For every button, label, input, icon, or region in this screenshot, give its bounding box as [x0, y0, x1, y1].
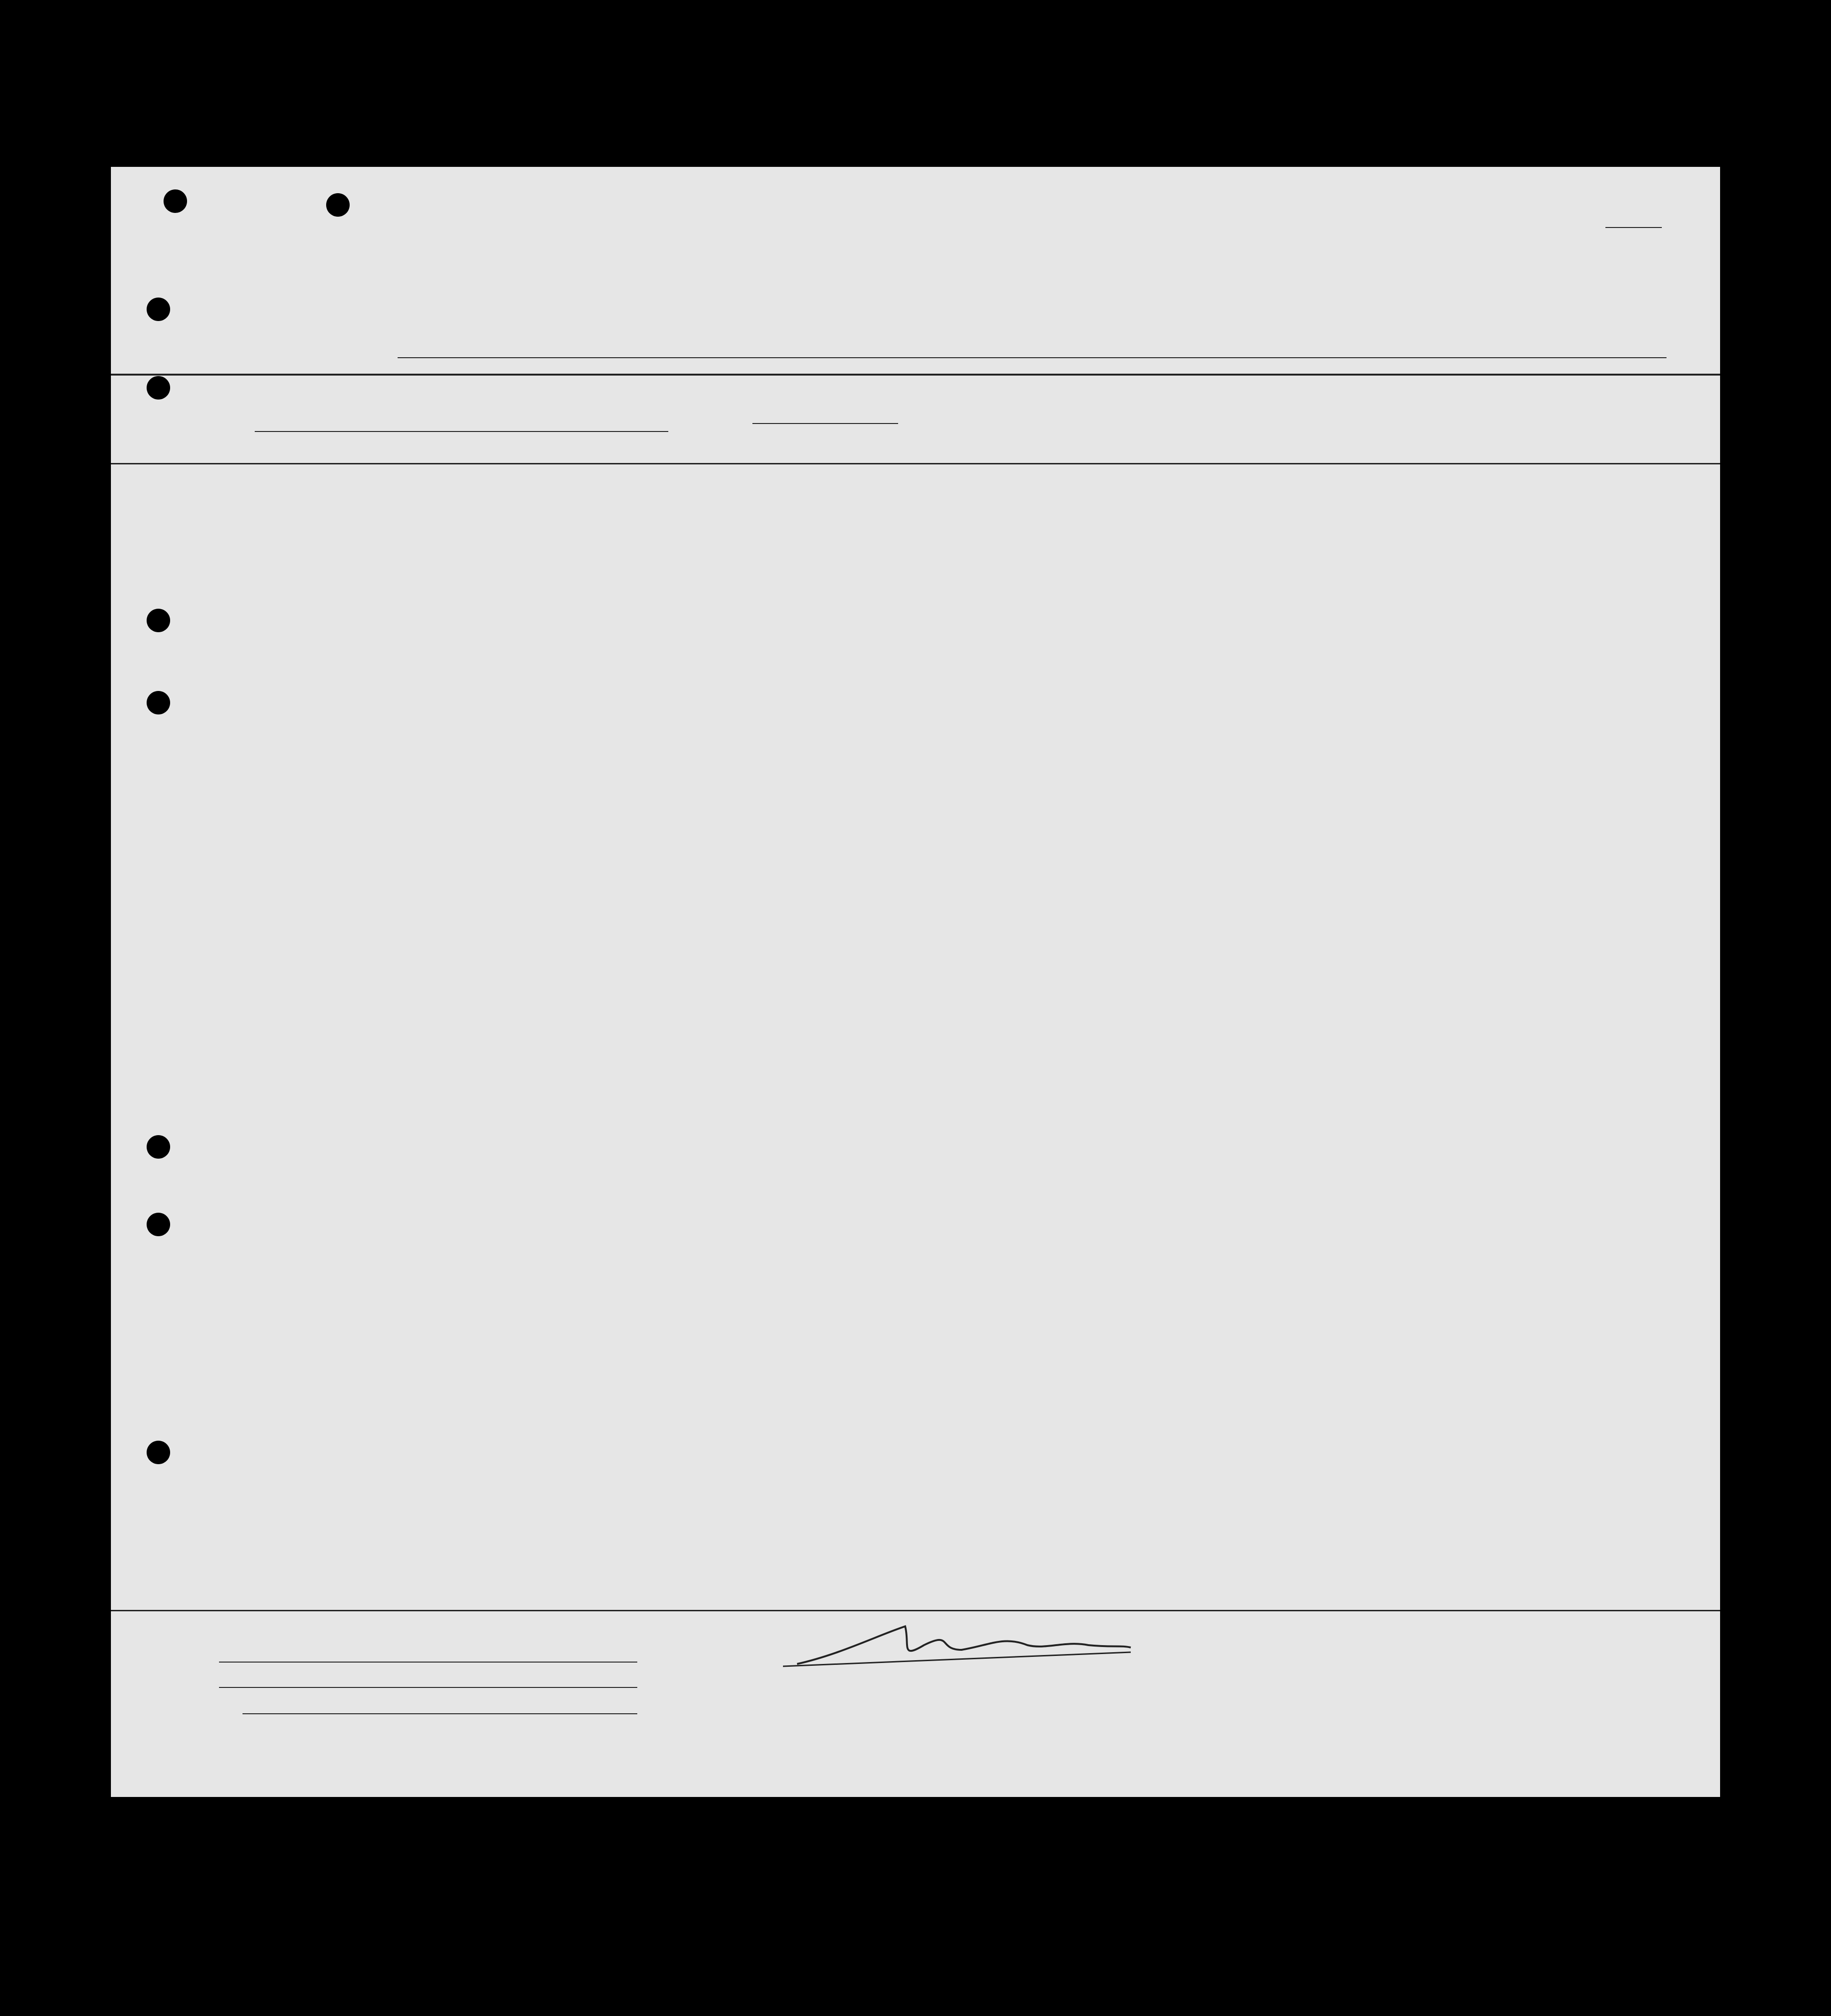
table-top-border [111, 374, 1720, 376]
vessel-underline [398, 357, 1667, 358]
binder-hole [147, 1135, 170, 1159]
binder-hole [147, 1441, 170, 1464]
binder-hole [164, 189, 187, 213]
line-underline [219, 1662, 637, 1663]
owners-underline [219, 1687, 637, 1688]
table-bottom-border [111, 1610, 1720, 1611]
shipped-divider [752, 423, 898, 424]
name-divider [255, 431, 668, 432]
binder-hole [147, 298, 170, 321]
binder-hole [147, 609, 170, 632]
binder-hole [147, 691, 170, 714]
binder-hole [147, 1213, 170, 1236]
sheet-underline [1605, 227, 1662, 228]
binder-hole [147, 376, 170, 400]
agents-underline [243, 1713, 637, 1714]
binder-hole [326, 193, 350, 217]
inspector-signature [783, 1617, 1140, 1673]
table-header-border [111, 463, 1720, 464]
manifest-sheet [111, 167, 1720, 1797]
